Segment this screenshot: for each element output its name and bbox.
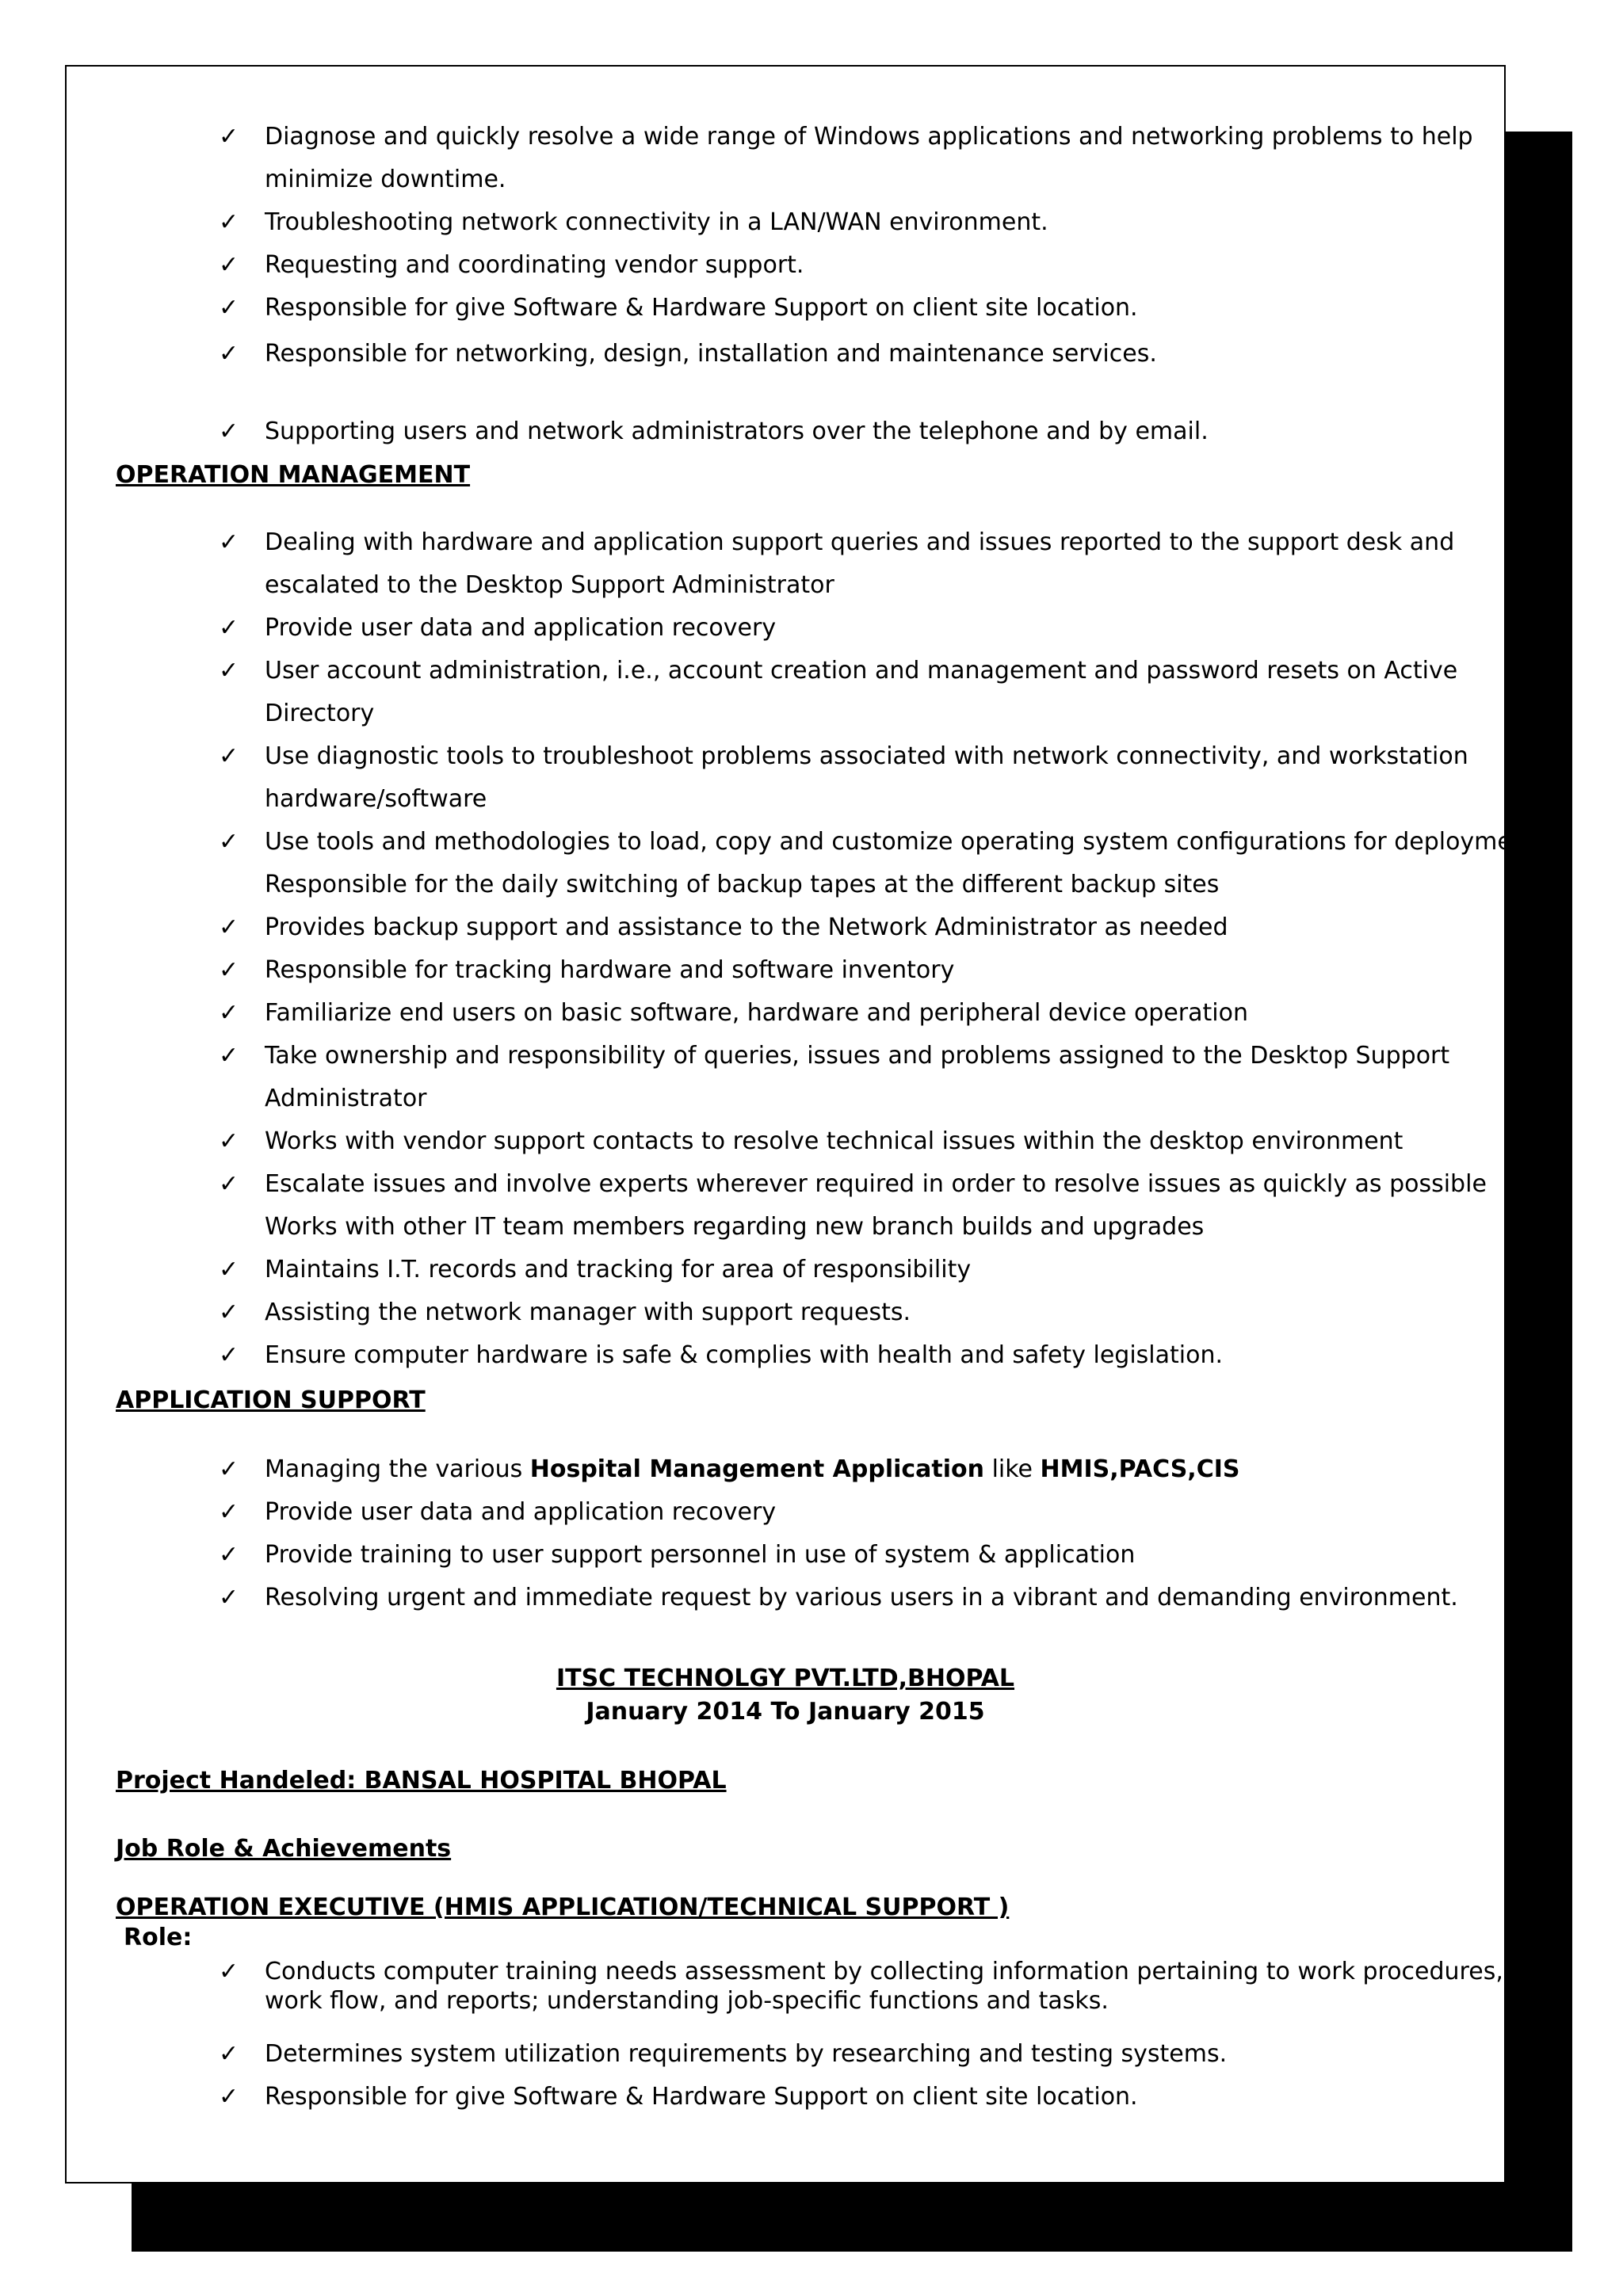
list-item: ✓ Provide user data and application recovery <box>265 607 1541 650</box>
list-item: ✓ Provide training to user support personnel in use of system & application <box>265 1534 1541 1577</box>
checkmark-icon: ✓ <box>219 742 239 770</box>
list-item: ✓ Use diagnostic tools to troubleshoot problems associated with network connectivity, and workstation hardware/software <box>265 735 1541 821</box>
checkmark-icon: ✓ <box>219 418 239 445</box>
checkmark-icon: ✓ <box>219 528 239 556</box>
checkmark-icon: ✓ <box>219 2083 239 2111</box>
list-item: ✓ Requesting and coordinating vendor support. <box>265 244 1541 287</box>
list-item: ✓ Diagnose and quickly resolve a wide range of Windows applications and networking problems to help minimize downtime. <box>265 116 1541 201</box>
job-role-heading: Job Role & Achievements <box>116 1835 452 1863</box>
list-item: ✓ Escalate issues and involve experts wherever required in order to resolve issues as quickly as possible Works with other IT team members regarding new branch builds and upgrades <box>265 1163 1541 1249</box>
list-item: ✓ Responsible for give Software & Hardware Support on client site location. <box>265 287 1541 330</box>
list-item: ✓ Provide user data and application recovery <box>265 1491 1541 1534</box>
list-item: ✓ Provides backup support and assistance to the Network Administrator as needed <box>265 906 1541 949</box>
checkmark-icon: ✓ <box>219 1958 239 1985</box>
project-label: Project Handeled: BANSAL HOSPITAL BHOPAL <box>116 1767 727 1794</box>
operation-executive-heading: OPERATION EXECUTIVE (HMIS APPLICATION/TECHNICAL SUPPORT ) <box>116 1894 1010 1921</box>
list-item: ✓ Resolving urgent and immediate request by various users in a vibrant and demanding environment. <box>265 1577 1541 1619</box>
list-item: ✓ Use tools and methodologies to load, copy and customize operating system configurations for deployment Responsible for the daily switching of backup tapes at the different backup sites <box>265 821 1541 906</box>
checkmark-icon: ✓ <box>219 1341 239 1369</box>
list-item: ✓ Ensure computer hardware is safe & complies with health and safety legislation. <box>265 1334 1541 1377</box>
checkmark-icon: ✓ <box>219 1256 239 1283</box>
checkmark-icon: ✓ <box>219 2040 239 2068</box>
checkmark-icon: ✓ <box>219 913 239 941</box>
checkmark-icon: ✓ <box>219 251 239 279</box>
checkmark-icon: ✓ <box>219 208 239 236</box>
list-item: ✓ Assisting the network manager with support requests. <box>265 1291 1541 1334</box>
checkmark-icon: ✓ <box>219 1127 239 1155</box>
checkmark-icon: ✓ <box>219 614 239 642</box>
list-item: ✓ Dealing with hardware and application support queries and issues reported to the support desk and escalated to the Desktop Support Administrator <box>265 521 1541 607</box>
checkmark-icon: ✓ <box>219 340 239 368</box>
list-item: ✓ Managing the various Hospital Management Application like HMIS,PACS,CIS <box>265 1448 1541 1491</box>
section-heading-application-support: APPLICATION SUPPORT <box>116 1386 426 1414</box>
list-item: ✓ Responsible for tracking hardware and software inventory <box>265 949 1541 992</box>
list-item: ✓ Familiarize end users on basic software, hardware and peripheral device operation <box>265 992 1541 1035</box>
checkmark-icon: ✓ <box>219 1299 239 1326</box>
list-item: ✓ Troubleshooting network connectivity in a LAN/WAN environment. <box>265 201 1541 244</box>
checkmark-icon: ✓ <box>219 999 239 1027</box>
checkmark-icon: ✓ <box>219 123 239 151</box>
list-item: ✓ Take ownership and responsibility of queries, issues and problems assigned to the Desktop Support Administrator <box>265 1035 1541 1120</box>
checkmark-icon: ✓ <box>219 1541 239 1569</box>
list-item: ✓ Conducts computer training needs assessment by collecting information pertaining to work procedures, work flow, and reports; understanding job-specific functions and tasks. <box>219 1958 1503 2015</box>
list-item: ✓ Supporting users and network administrators over the telephone and by email. <box>265 410 1541 453</box>
employment-period: January 2014 To January 2015 <box>586 1698 985 1726</box>
list-item: ✓ Determines system utilization requirements by researching and testing systems. <box>265 2033 1541 2076</box>
checkmark-icon: ✓ <box>219 1498 239 1526</box>
checkmark-icon: ✓ <box>219 1170 239 1198</box>
role-label: Role: <box>124 1924 193 1951</box>
list-item: ✓ User account administration, i.e., account creation and management and password resets on Active Directory <box>265 650 1541 735</box>
document-page <box>65 65 1537 2183</box>
company-name: ITSC TECHNOLGY PVT.LTD,BHOPAL <box>556 1665 1015 1692</box>
checkmark-icon: ✓ <box>219 828 239 856</box>
checkmark-icon: ✓ <box>219 1584 239 1611</box>
list-item: ✓ Works with vendor support contacts to resolve technical issues within the desktop environment <box>265 1120 1541 1163</box>
section-heading-operation-management: OPERATION MANAGEMENT <box>116 461 471 489</box>
checkmark-icon: ✓ <box>219 956 239 984</box>
checkmark-icon: ✓ <box>219 1042 239 1070</box>
checkmark-icon: ✓ <box>219 1455 239 1483</box>
list-item: ✓ Maintains I.T. records and tracking for area of responsibility <box>265 1249 1541 1291</box>
list-item: ✓ Responsible for networking, design, installation and maintenance services. <box>265 333 1541 376</box>
checkmark-icon: ✓ <box>219 657 239 685</box>
list-item: ✓ Responsible for give Software & Hardware Support on client site location. <box>265 2076 1541 2119</box>
checkmark-icon: ✓ <box>219 294 239 322</box>
